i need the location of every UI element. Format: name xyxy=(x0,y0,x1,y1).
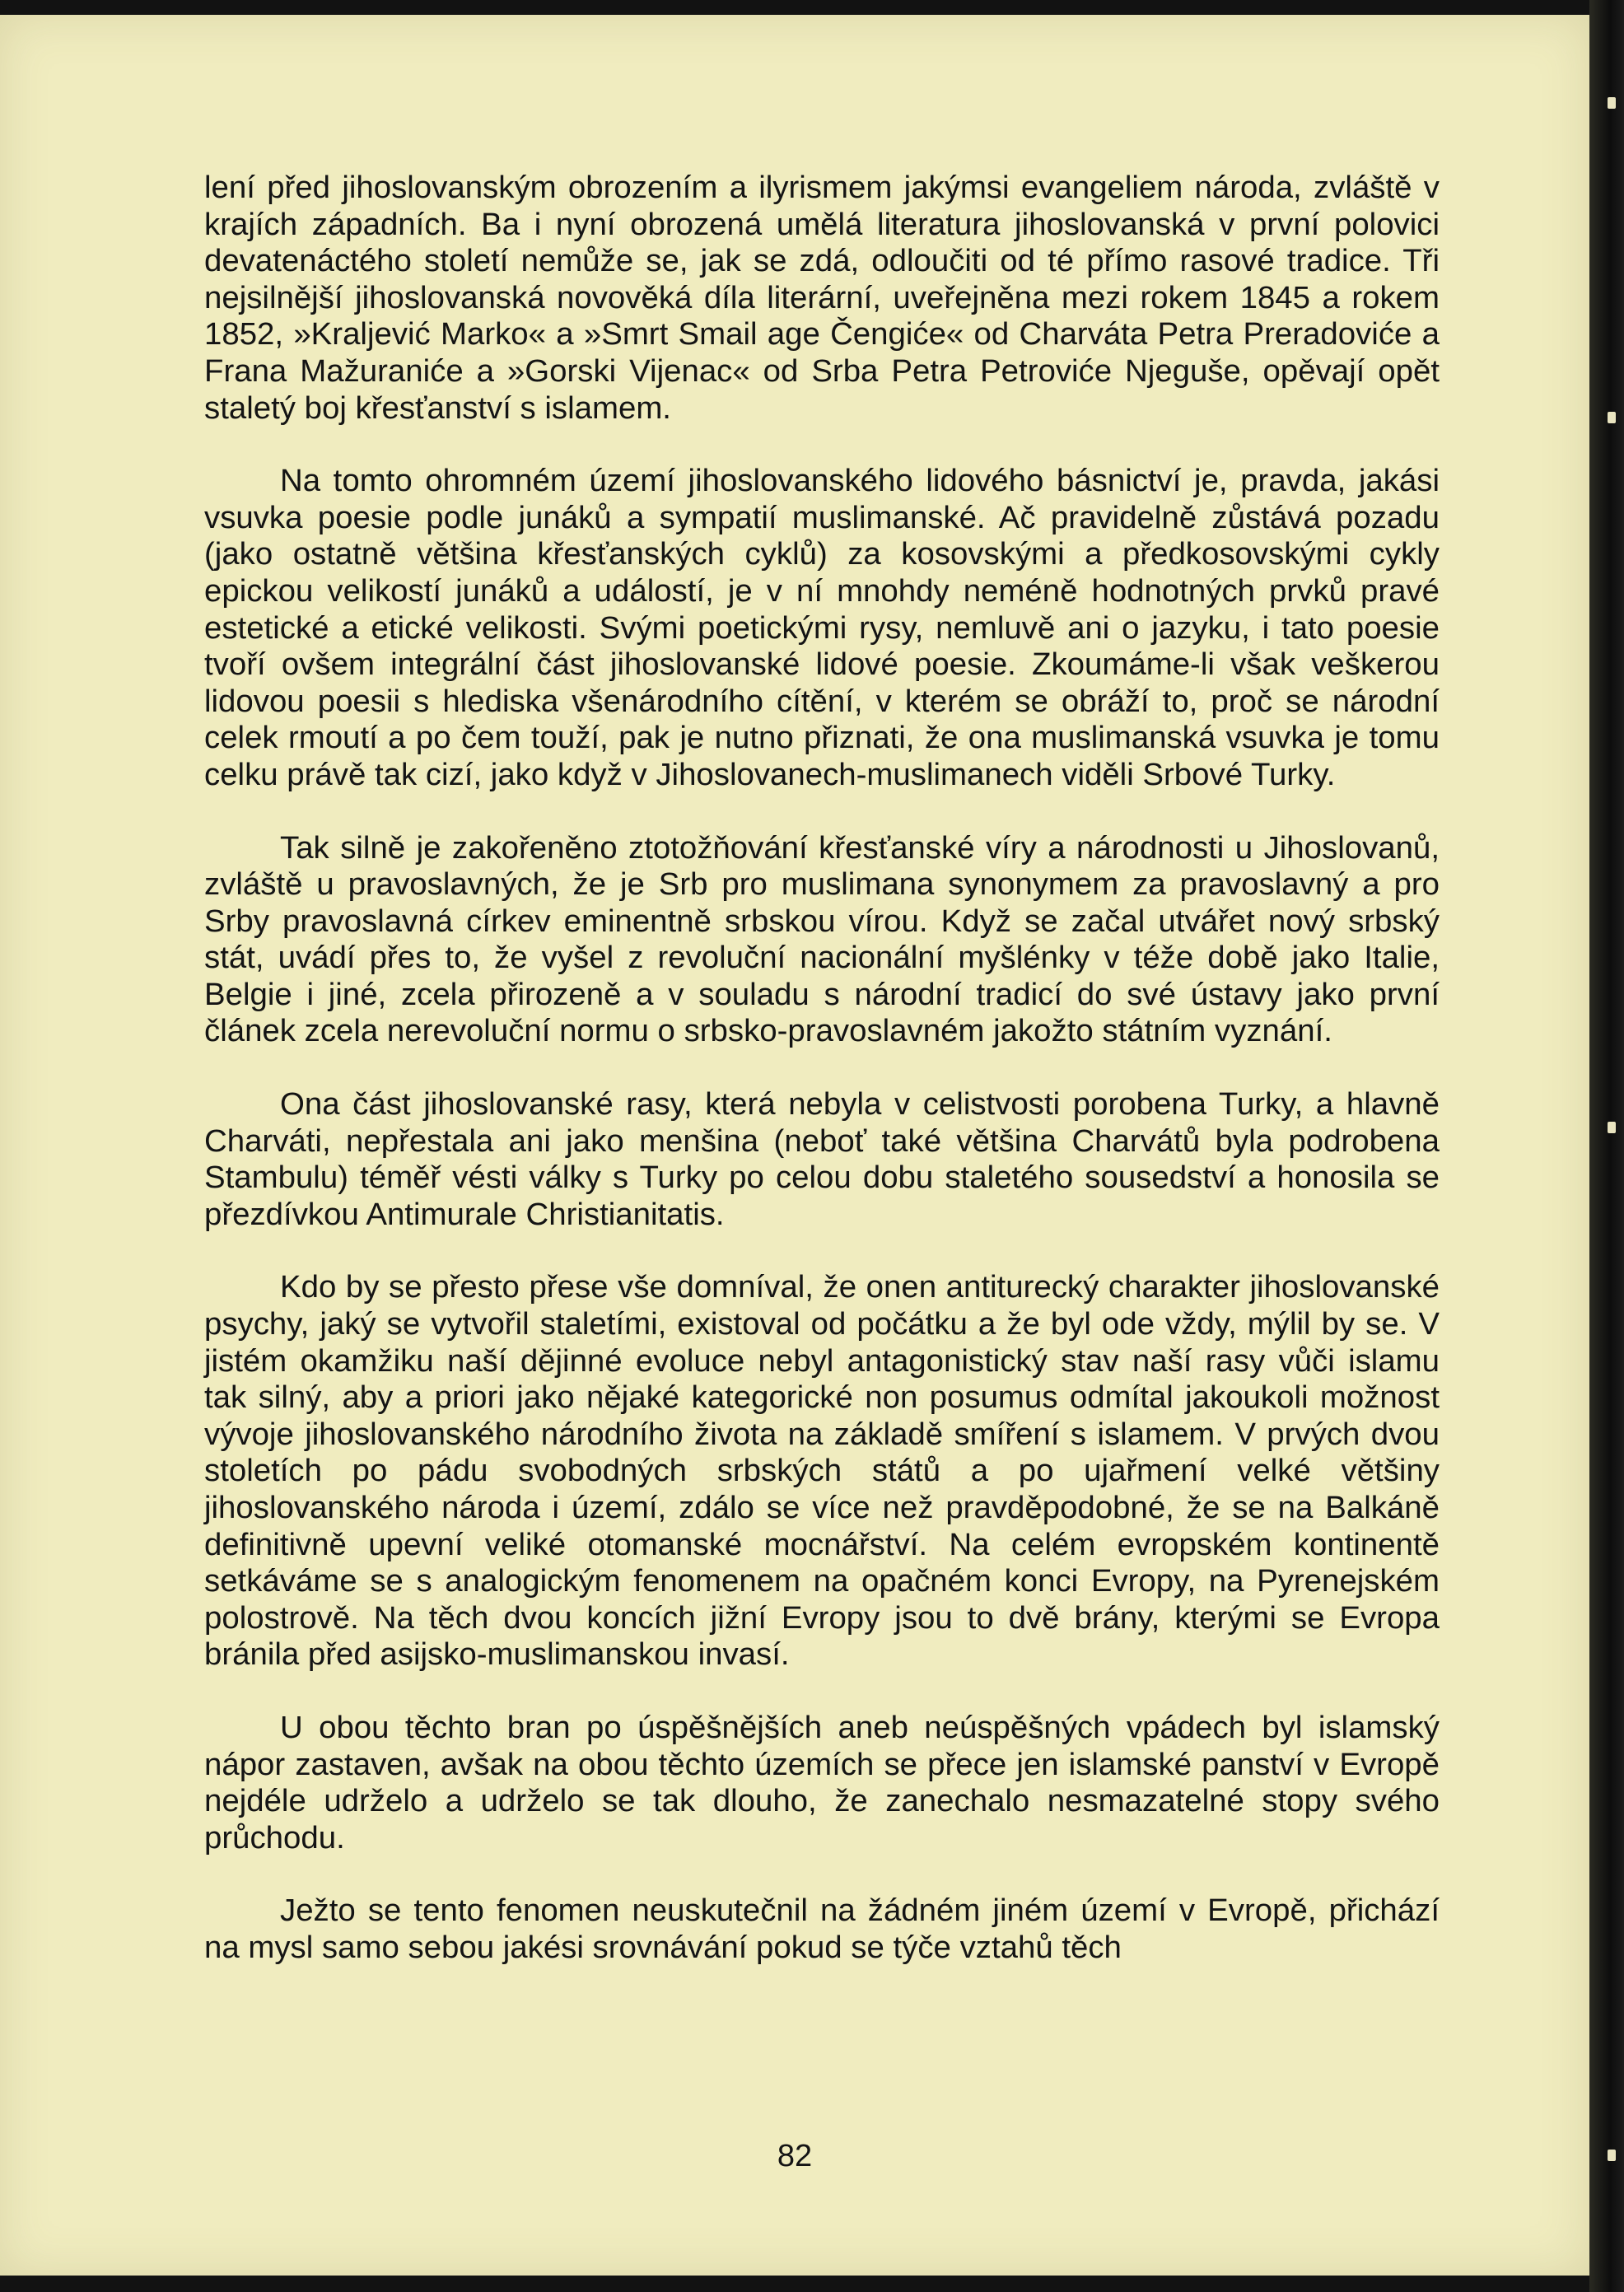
paragraph: Ježto se tento fenomen neuskutečnil na žádném jiném území v Evropě, přichází na mysl samo sebou jakési srovnávání pokud se týče vztahů těch xyxy=(204,1893,1440,1965)
edge-tab-mark xyxy=(1608,412,1616,423)
paragraph: Ona část jihoslovanské rasy, která nebyla v celistvosti porobena Turky, a hlavně Charváti, nepřestala ani jako menšina (neboť také většina Charvátů byla podrobena Stambulu) téměř vésti války s Turky po celou dobu staletého sousedství a honosila se přezdívkou Antimurale Christianitatis. xyxy=(204,1086,1440,1232)
paragraph: Na tomto ohromném území jihoslovanského lidového básnictví je, pravda, jakási vsuvka poesie podle junáků a sympatií muslimanské. Ač pravidelně zůstává pozadu (jako ostatně většina křesťanských cyklů) za kosovskými a předkosovskými cykly epickou velikostí junáků a událostí, je v ní mnohdy neméně hodnotných prvků pravé estetické a etické velikosti. Svými poetickými rysy, nemluvě ani o jazyku, i tato poesie tvoří ovšem integrální část jihoslovanské lidové poesie. Zkoumáme-li však veškerou lidovou poesii s hlediska všenárodního cítění, v kterém se obráží to, proč se národní celek rmoutí a po čem touží, pak je nutno přiznati, že ona muslimanská vsuvka je tomu celku právě tak cizí, jako když v Jihoslovanech-muslimanech viděli Srbové Turky. xyxy=(204,463,1440,792)
book-binding-edge xyxy=(1589,0,1624,2292)
paragraph: U obou těchto bran po úspěšnějších aneb neúspěšných vpádech byl islamský nápor zastaven, avšak na obou těchto územích se přece jen islamské panství v Evropě nejdéle udrželo a udrželo se tak dlouho, že zanechalo nesmazatelné stopy svého průchodu. xyxy=(204,1709,1440,1856)
book-page xyxy=(0,15,1589,2276)
edge-tab-mark xyxy=(1608,1122,1616,1133)
paragraph-continued: lení před jihoslovanským obrozením a ilyrismem jakýmsi evangeliem národa, zvláště v krajích západních. Ba i nyní obrozená umělá literatura jihoslovanská v první polovici devatenáctého století nemůže se, jak se zdá, odloučiti od té přímo rasové tradice. Tři nejsilnější jihoslovanská novověká díla literární, uveřejněna mezi rokem 1845 a rokem 1852, »Kraljević Marko« a »Smrt Smail age Čengiće« od Charváta Petra Preradoviće a Frana Mažuraniće a »Gorski Vijenac« od Srba Petra Petroviće Njeguše, opěvají opět staletý boj křesťanství s islamem. xyxy=(204,170,1440,426)
edge-tab-mark xyxy=(1608,97,1616,109)
page-number: 82 xyxy=(777,2139,813,2173)
paragraph: Kdo by se přesto přese vše domníval, že onen antiturecký charakter jihoslovanské psychy, jaký se vytvořil staletími, existoval od počátku a že byl ode vždy, mýlil by se. V jistém okamžiku naší dějinné evoluce nebyl antagonistický stav naší rasy vůči islamu tak silný, aby a priori jako nějaké kategorické non posumus odmítal jakoukoli možnost vývoje jihoslovanského národního života na základě smíření s islamem. V prvých dvou stoletích po pádu svobodných srbských států a po ujařmení velké většiny jihoslovanského národa i území, zdálo se více než pravděpodobné, že se na Balkáně definitivně upevní veliké otomanské mocnářství. Na celém evropském kontinentě setkáváme se s analogickým fenomenem na opačném konci Evropy, na Pyrenejském polostrově. Na těch dvou koncích jižní Evropy jsou to dvě brány, kterými se Evropa bránila před asijsko-muslimanskou invasí. xyxy=(204,1269,1440,1673)
edge-tab-mark xyxy=(1608,2150,1616,2161)
page-body-text xyxy=(204,170,1440,2003)
paragraph: Tak silně je zakořeněno ztotožňování křesťanské víry a národnosti u Jihoslovanů, zvláště u pravoslavných, že je Srb pro muslimana synonymem za pravoslavný a pro Srby pravoslavná církev eminentně srbskou vírou. Když se začal utvářet nový srbský stát, uvádí přes to, že vyšel z revoluční nacionální myšlénky v téže době jako Italie, Belgie i jiné, zcela přirozeně a v souladu s národní tradicí do své ústavy jako první článek zcela nerevoluční normu o srbsko-pravoslavném jakožto státním vyznání. xyxy=(204,829,1440,1049)
